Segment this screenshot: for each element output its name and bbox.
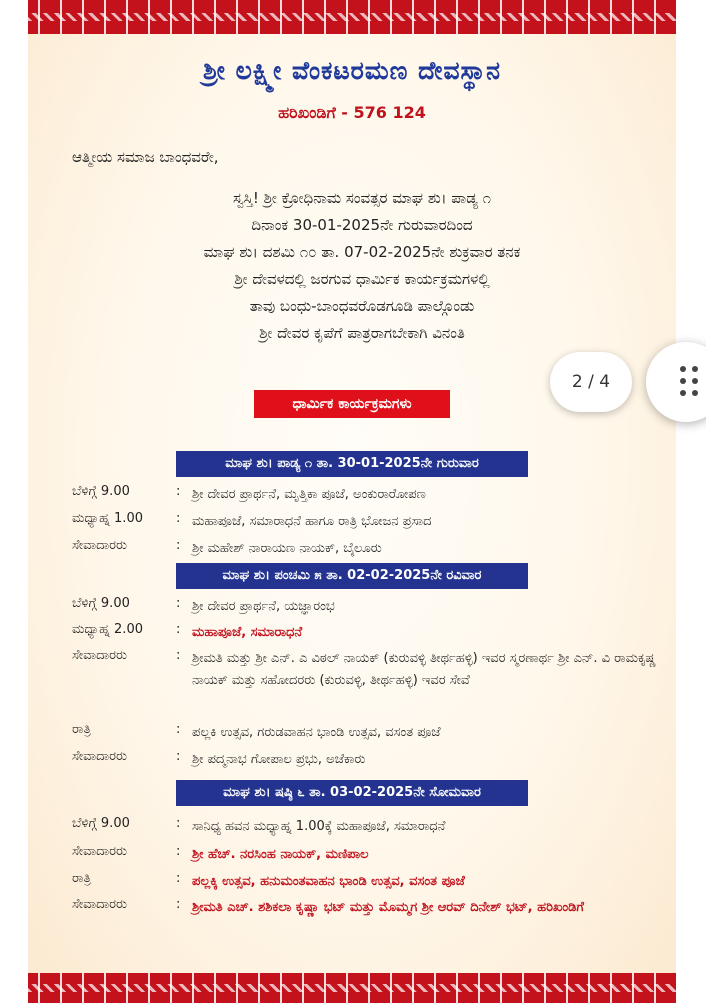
greeting: ಆತ್ಮೀಯ ಸಮಾಜ ಬಾಂಧವರೇ, (72, 148, 219, 166)
row-time: ಬೆಳಿಗ್ಗೆ 9.00 (72, 484, 130, 499)
invitation-line: ಸ್ವಸ್ತಿ! ಶ್ರೀ ಕ್ರೋಧಿನಾಮ ಸಂವತ್ಸರ ಮಾಘ ಶು। ಪಾಡ್ಯ ೧ (233, 189, 491, 207)
invitation-line: ತಾವು ಬಂಧು-ಬಾಂಧವರೊಡಗೂಡಿ ಪಾಲ್ಗೊಂಡು (249, 297, 475, 315)
invitation-page: ಶ್ರೀ ಲಕ್ಷ್ಮೀ ವೆಂಕಟರಮಣ ದೇವಸ್ಥಾನ ಹರಿಖಂಡಿಗೆ - 576 124 ಆತ್ಮೀಯ ಸಮಾಜ ಬಾಂಧವರೇ, ಸ್ವಸ್ತಿ! ಶ್ರೀ ಕ್ರೋಧಿನಾಮ ಸಂವತ್ಸರ ಮಾಘ ಶು। ಪಾಡ್ಯ ೧ ದಿನಾಂಕ 30-01-2025ನೇ ಗುರುವಾರದಿಂದ ಮಾಘ ಶು। ದಶಮಿ ೧೦ ತಾ. 07-02-2025ನೇ ಶುಕ್ರವಾರ ತನಕ ಶ್ರೀ ದೇವಳದಲ್ಲಿ ಜರಗುವ ಧಾರ್ಮಿಕ ಕಾರ್ಯಕ್ರಮಗಳಲ್ಲಿ ತಾವು ಬಂಧು-ಬಾಂಧವರೊಡಗೂಡಿ ಪಾಲ್ಗೊಂಡು ಶ್ರೀ ದೇವರ ಕೃಪೆಗೆ ಪಾತ್ರರಾಗಬೇಕಾಗಿ ವಿನಂತಿ ಧಾರ್ಮಿಕ ಕಾರ್ಯಕ್ರಮಗಳು ಮಾಘ ಶು। ಪಾಡ್ಯ ೧ ತಾ. 30-01-2025ನೇ ಗುರುವಾರ ಬೆಳಿಗ್ಗೆ 9.00 : ಶ್ರೀ ದೇವರ ಪ್ರಾರ್ಥನೆ, ಮೃತ್ತಿಕಾ ಪೂಜೆ, ಅಂಕುರಾರೋಪಣ ಮಧ್ಯಾಹ್ನ 1.00 : ಮಹಾಪೂಜೆ, ಸಮಾರಾಧನೆ ಹಾಗೂ ರಾತ್ರಿ ಭೋಜನ ಪ್ರಸಾದ ಸೇವಾದಾರರು : ಶ್ರೀ ಮಹೇಶ್ ನಾರಾಯಣ ನಾಯಕ್, ಬೈಲೂರು ಮಾಘ ಶು। ಪಂಚಮಿ ೫ ತಾ. 02-02-2025ನೇ ರವಿವಾರ ಬೆಳಿಗ್ಗೆ 9.00 : ಶ್ರೀ ದೇವರ ಪ್ರಾರ್ಥನೆ, ಯಜ್ಞಾರಂಭ ಮಧ್ಯಾಹ್ನ 2.00 : ಮಹಾಪೂಜೆ, ಸಮಾರಾಧನೆ ಸೇವಾದಾರರು : ಶ್ರೀಮತಿ ಮತ್ತು ಶ್ರೀ ಎನ್. ಎ ವಿಠಲ್ ನಾಯಕ್ (ಕುರುವಳ್ಳಿ ತೀರ್ಥಹಳ್ಳಿ) ಇವರ ಸ್ಮರಣಾರ್ಥ ಶ್ರೀ ಎನ್. ವಿ ರಾಮಕೃಷ್ಣ ನಾಯಕ್ ಮತ್ತು ಸಹೋದರರು (ಕುರುವಳ್ಳಿ, ತೀರ್ಥಹಳ್ಳಿ) ಇವರ ಸೇವೆ ರಾತ್ರಿ : ಪಲ್ಲಕಿ ಉತ್ಸವ, ಗರುಡವಾಹನ ಭಾಂಡಿ ಉತ್ಸವ, ವಸಂತ ಪೂಜೆ ಸೇವಾದಾರರು : ಶ್ರೀ ಪದ್ಮನಾಭ ಗೋಪಾಲ ಪ್ರಭು, ಅಜೆಕಾರು ಮಾಘ ಶು। ಷಷ್ಠಿ ೬ ತಾ. 03-02-2025ನೇ ಸೋಮವಾರ ಬೆಳಿಗ್ಗೆ 9.00 : ಸಾನಿಧ್ಯ ಹವನ ಮಧ್ಯಾಹ್ನ 1.00ಕ್ಕೆ ಮಹಾಪೂಜೆ, ಸಮಾರಾಧನೆ ಸೇವಾದಾರರು : ಶ್ರೀ ಹೆಚ್. ನರಸಿಂಹ ನಾಯಕ್, ಮಣಿಪಾಲ ರಾತ್ರಿ : ಪಲ್ಲಕ್ಕಿ ಉತ್ಸವ, ಹನುಮಂತವಾಹನ ಭಾಂಡಿ ಉತ್ಸವ, ವಸಂತ ಪೂಜೆ ಸೇವಾದಾರರು : ಶ್ರೀಮತಿ ಎಚ್. ಶಶಿಕಲಾ ಕೃಷ್ಣಾ ಭಟ್ ಮತ್ತು ಮೊಮ್ಮಗ ಶ್ರೀ ಆರವ್ ದಿನೇಶ್ ಭಟ್, ಹರಿಖಂಡಿಗೆ (28, 0, 676, 1003)
decorative-border-top (28, 0, 676, 34)
row-desc: ಪಲ್ಲಕಿ ಉತ್ಸವ, ಗರುಡವಾಹನ ಭಾಂಡಿ ಉತ್ಸವ, ವಸಂತ ಪೂಜೆ (192, 725, 441, 740)
row-desc: ಮಹಾಪೂಜೆ, ಸಮಾರಾಧನೆ ಹಾಗೂ ರಾತ್ರಿ ಭೋಜನ ಪ್ರಸಾದ (192, 514, 432, 529)
row-time: ಮಧ್ಯಾಹ್ನ 1.00 (72, 511, 143, 526)
temple-location: ಹರಿಖಂಡಿಗೆ - 576 124 (278, 103, 426, 122)
row-time: ರಾತ್ರಿ (72, 871, 91, 886)
grid-dots-icon (680, 366, 704, 398)
row-desc: ಸಾನಿಧ್ಯ ಹವನ ಮಧ್ಯಾಹ್ನ 1.00ಕ್ಕೆ ಮಹಾಪೂಜೆ, ಸಮಾರಾಧನೆ (192, 819, 446, 834)
row-time: ಬೆಳಿಗ್ಗೆ 9.00 (72, 816, 130, 831)
row-time: ಸೇವಾದಾರರು (72, 897, 127, 912)
row-desc: ಶ್ರೀಮತಿ ಮತ್ತು ಶ್ರೀ ಎನ್. ಎ ವಿಠಲ್ ನಾಯಕ್ (ಕುರುವಳ್ಳಿ ತೀರ್ಥಹಳ್ಳಿ) ಇವರ ಸ್ಮರಣಾರ್ಥ ಶ್ರೀ ಎನ್. ವಿ ರಾಮಕೃಷ್ಣ ನಾಯಕ್ ಮತ್ತು ಸಹೋದರರು (ಕುರುವಳ್ಳಿ, ತೀರ್ಥಹಳ್ಳಿ) ಇವರ ಸೇವೆ (192, 651, 657, 688)
row-time: ಸೇವಾದಾರರು (72, 648, 127, 663)
decorative-border-bottom (28, 973, 676, 1003)
row-desc: ಶ್ರೀ ಹೆಚ್. ನರಸಿಂಹ ನಾಯಕ್, ಮಣಿಪಾಲ (192, 847, 369, 862)
row-desc: ಮಹಾಪೂಜೆ, ಸಮಾರಾಧನೆ (192, 625, 303, 640)
invitation-line: ಶ್ರೀ ದೇವರ ಕೃಪೆಗೆ ಪಾತ್ರರಾಗಬೇಕಾಗಿ ವಿನಂತಿ (259, 324, 465, 342)
invitation-line: ಮಾಘ ಶು। ದಶಮಿ ೧೦ ತಾ. 07-02-2025ನೇ ಶುಕ್ರವಾರ ತನಕ (203, 243, 521, 261)
invitation-line: ಶ್ರೀ ದೇವಳದಲ್ಲಿ ಜರಗುವ ಧಾರ್ಮಿಕ ಕಾರ್ಯಕ್ರಮಗಳಲ್ಲಿ (234, 270, 490, 288)
row-time: ಮಧ್ಯಾಹ್ನ 2.00 (72, 622, 143, 637)
row-desc: ಶ್ರೀ ದೇವರ ಪ್ರಾರ್ಥನೆ, ಮೃತ್ತಿಕಾ ಪೂಜೆ, ಅಂಕುರಾರೋಪಣ (192, 487, 426, 502)
day-header: ಮಾಘ ಶು। ಷಷ್ಠಿ ೬ ತಾ. 03-02-2025ನೇ ಸೋಮವಾರ (176, 780, 528, 806)
invitation-line: ದಿನಾಂಕ 30-01-2025ನೇ ಗುರುವಾರದಿಂದ (251, 216, 473, 234)
day-header: ಮಾಘ ಶು। ಪಾಡ್ಯ ೧ ತಾ. 30-01-2025ನೇ ಗುರುವಾರ (176, 451, 528, 477)
day-header: ಮಾಘ ಶು। ಪಂಚಮಿ ೫ ತಾ. 02-02-2025ನೇ ರವಿವಾರ (176, 563, 528, 589)
row-time: ರಾತ್ರಿ (72, 722, 91, 737)
section-label: ಧಾರ್ಮಿಕ ಕಾರ್ಯಕ್ರಮಗಳು (254, 390, 450, 418)
row-desc: ಶ್ರೀಮತಿ ಎಚ್. ಶಶಿಕಲಾ ಕೃಷ್ಣಾ ಭಟ್ ಮತ್ತು ಮೊಮ್ಮಗ ಶ್ರೀ ಆರವ್ ದಿನೇಶ್ ಭಟ್, ಹರಿಖಂಡಿಗೆ (192, 900, 584, 915)
invitation-text (88, 185, 636, 347)
row-desc: ಶ್ರೀ ದೇವರ ಪ್ರಾರ್ಥನೆ, ಯಜ್ಞಾರಂಭ (192, 599, 335, 614)
row-time: ಸೇವಾದಾರರು (72, 538, 127, 553)
row-time: ಬೆಳಿಗ್ಗೆ 9.00 (72, 596, 130, 611)
page-indicator: 2 / 4 (550, 352, 632, 412)
temple-title: ಶ್ರೀ ಲಕ್ಷ್ಮೀ ವೆಂಕಟರಮಣ ದೇವಸ್ಥಾನ (202, 56, 502, 85)
row-desc: ಶ್ರೀ ಪದ್ಮನಾಭ ಗೋಪಾಲ ಪ್ರಭು, ಅಜೆಕಾರು (192, 752, 366, 767)
row-desc: ಪಲ್ಲಕ್ಕಿ ಉತ್ಸವ, ಹನುಮಂತವಾಹನ ಭಾಂಡಿ ಉತ್ಸವ, ವಸಂತ ಪೂಜೆ (192, 874, 465, 889)
row-desc: ಶ್ರೀ ಮಹೇಶ್ ನಾರಾಯಣ ನಾಯಕ್, ಬೈಲೂರು (192, 541, 382, 556)
row-time: ಸೇವಾದಾರರು (72, 844, 127, 859)
row-time: ಸೇವಾದಾರರು (72, 749, 127, 764)
